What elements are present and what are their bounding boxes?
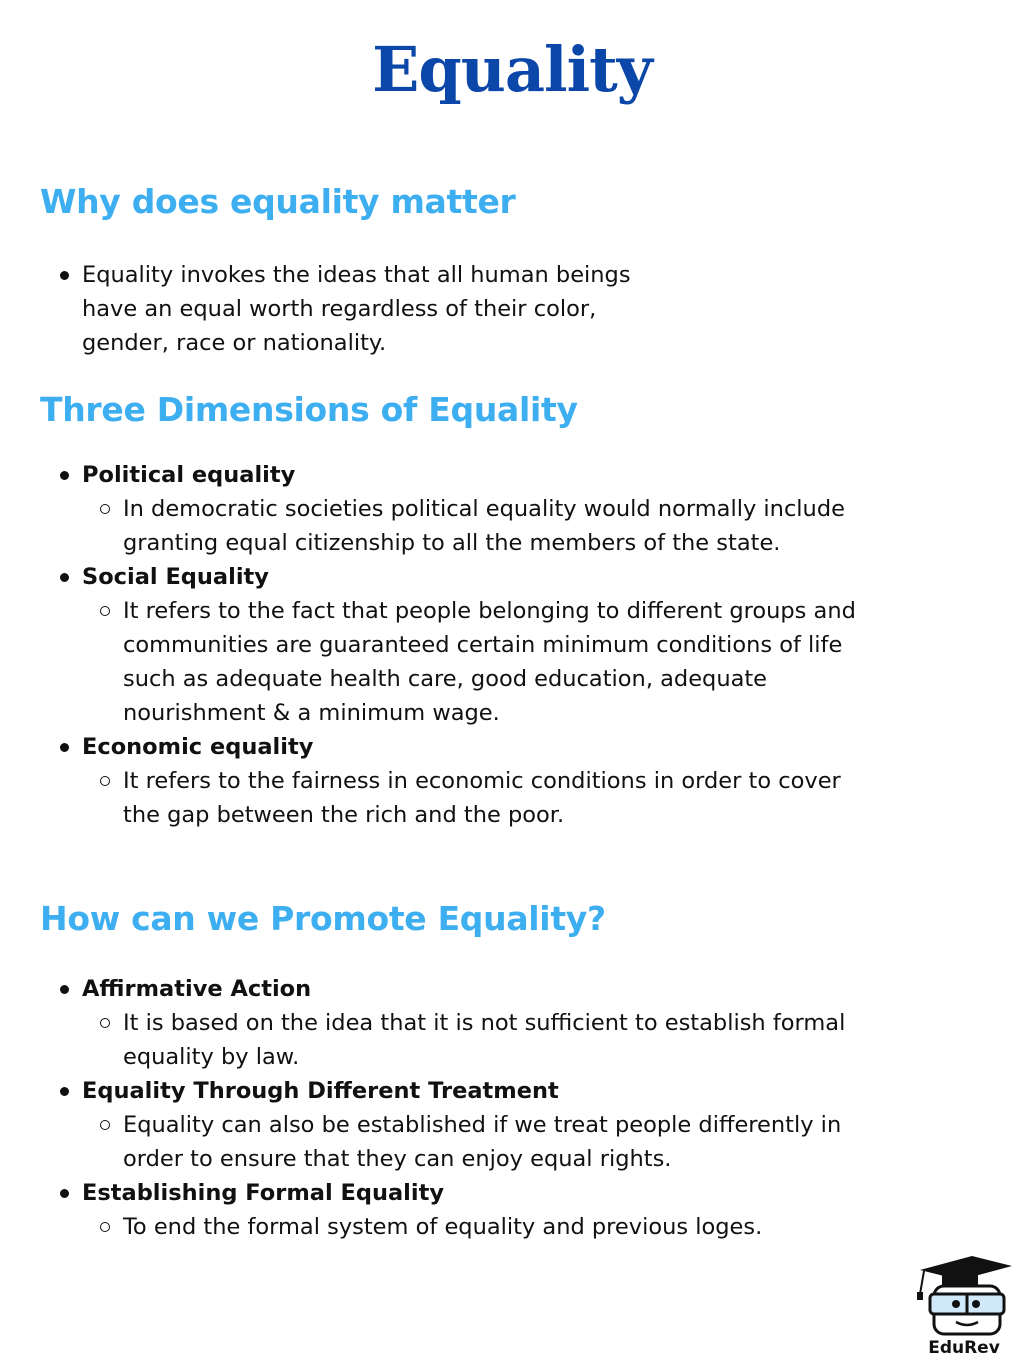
section-why-list bbox=[58, 258, 678, 360]
list-item-detail: It is based on the idea that it is not sufficient to establish formal equality by law. bbox=[58, 1006, 878, 1074]
section-heading-promote: How can we Promote Equality? bbox=[40, 899, 606, 938]
edurev-logo bbox=[912, 1250, 1016, 1362]
list-item: Equality invokes the ideas that all human beings have an equal worth regardless of their color, gender, race or nationality. bbox=[58, 258, 678, 360]
section-promote-list bbox=[58, 972, 878, 1244]
list-item-title: Economic equality bbox=[58, 730, 878, 764]
list-item-title: Political equality bbox=[58, 458, 878, 492]
section-heading-why: Why does equality matter bbox=[40, 182, 516, 221]
graduation-cap-mascot-icon bbox=[912, 1250, 1016, 1340]
list-item-detail: It refers to the fact that people belonging to different groups and communities are guaranteed certain minimum conditions of life such as adequate health care, good education, adequate nourishment & a minimum wage. bbox=[58, 594, 878, 730]
list-item-title: Establishing Formal Equality bbox=[58, 1176, 878, 1210]
list-item-title: Social Equality bbox=[58, 560, 878, 594]
list-item-detail: In democratic societies political equality would normally include granting equal citizenship to all the members of the state. bbox=[58, 492, 878, 560]
section-dimensions-list bbox=[58, 458, 878, 832]
list-item-title: Equality Through Different Treatment bbox=[58, 1074, 878, 1108]
page-title: Equality bbox=[372, 33, 652, 106]
list-item-detail: To end the formal system of equality and previous loges. bbox=[58, 1210, 878, 1244]
list-item-title: Affirmative Action bbox=[58, 972, 878, 1006]
list-item-detail: It refers to the fairness in economic conditions in order to cover the gap between the rich and the poor. bbox=[58, 764, 878, 832]
section-heading-dimensions: Three Dimensions of Equality bbox=[40, 390, 578, 429]
list-item-detail: Equality can also be established if we treat people differently in order to ensure that they can enjoy equal rights. bbox=[58, 1108, 878, 1176]
logo-text: EduRev bbox=[928, 1338, 1000, 1358]
